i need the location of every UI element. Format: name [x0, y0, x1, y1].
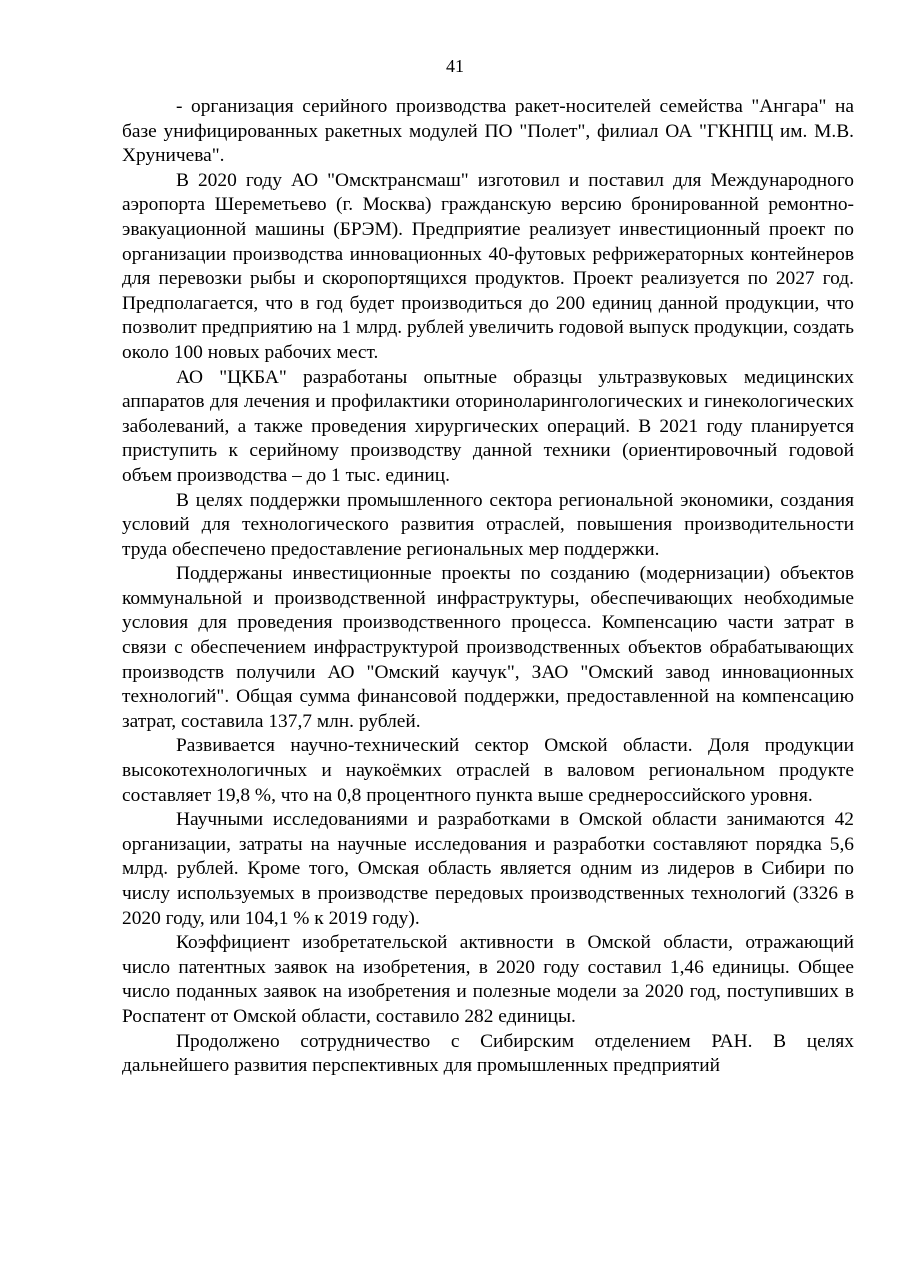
- paragraph-science-sector: Развивается научно-технический сектор Омской области. Доля продукции высокотехнологичных и наукоёмких отраслей в валовом региональном продукте составляет 19,8 %, что на 0,8 процентного пункта выше среднероссийского уровня.: [122, 735, 854, 806]
- paragraph-sb-ran-cooperation: Продолжено сотрудничество с Сибирским отделением РАН. В целях дальнейшего развития перспективных для промышленных предприятий: [122, 1030, 854, 1077]
- paragraph-industry-support: В целях поддержки промышленного сектора региональной экономики, создания условий для технологического развития отраслей, повышения производительности труда обеспечено предоставление региональных мер поддержки.: [122, 489, 854, 560]
- body-text: [122, 95, 854, 1079]
- paragraph-ckba: АО "ЦКБА" разработаны опытные образцы ультразвуковых медицинских аппаратов для лечения и профилактики оториноларингологических и гинекологических заболеваний, а также проведения хирургических операций. В 2021 году планируется приступить к серийному производству данной техники (ориентировочный годовой объем производства – до 1 тыс. единиц.: [122, 366, 854, 486]
- paragraph-invention-activity: Коэффициент изобретательской активности в Омской области, отражающий число патентных заявок на изобретения, в 2020 году составил 1,46 единицы. Общее число поданных заявок на изобретения и полезные модели за 2020 год, поступивших в Роспатент от Омской области, составило 282 единицы.: [122, 932, 854, 1027]
- paragraph-omsktransmash: В 2020 году АО "Омсктрансмаш" изготовил и поставил для Международного аэропорта Шереметьево (г. Москва) гражданскую версию бронированной ремонтно-эвакуационной машины (БРЭМ). Предприятие реализует инвестиционный проект по организации производства инновационных 40-футовых рефрижераторных контейнеров для перевозки рыбы и скоропортящихся продуктов. Проект реализуется по 2027 год. Предполагается, что в год будет производиться до 200 единиц данной продукции, что позволит предприятию на 1 млрд. рублей увеличить годовой выпуск продукции, создать около 100 новых рабочих мест.: [122, 169, 854, 363]
- page-number: 41: [446, 56, 464, 76]
- paragraph-series-launch-vehicles: - организация серийного производства ракет-носителей семейства "Ангара" на базе унифицированных ракетных модулей ПО "Полет", филиал ОА "ГКНПЦ им. М.В. Хруничева".: [122, 96, 854, 167]
- paragraph-investment-projects: Поддержаны инвестиционные проекты по созданию (модернизации) объектов коммунальной и производственной инфраструктуры, обеспечивающих необходимые условия для проведения производственного процесса. Компенсацию части затрат в связи с обеспечением инфраструктурой производственных объектов обрабатывающих производств получили АО "Омский каучук", ЗАО "Омский завод инновационных технологий". Общая сумма финансовой поддержки, предоставленной на компенсацию затрат, составила 137,7 млн. рублей.: [122, 563, 854, 732]
- paragraph-research-organizations: Научными исследованиями и разработками в Омской области занимаются 42 организации, затраты на научные исследования и разработки составляют порядка 5,6 млрд. рублей. Кроме того, Омская область является одним из лидеров в Сибири по числу используемых в производстве передовых производственных технологий (3326 в 2020 году, или 104,1 % к 2019 году).: [122, 809, 854, 929]
